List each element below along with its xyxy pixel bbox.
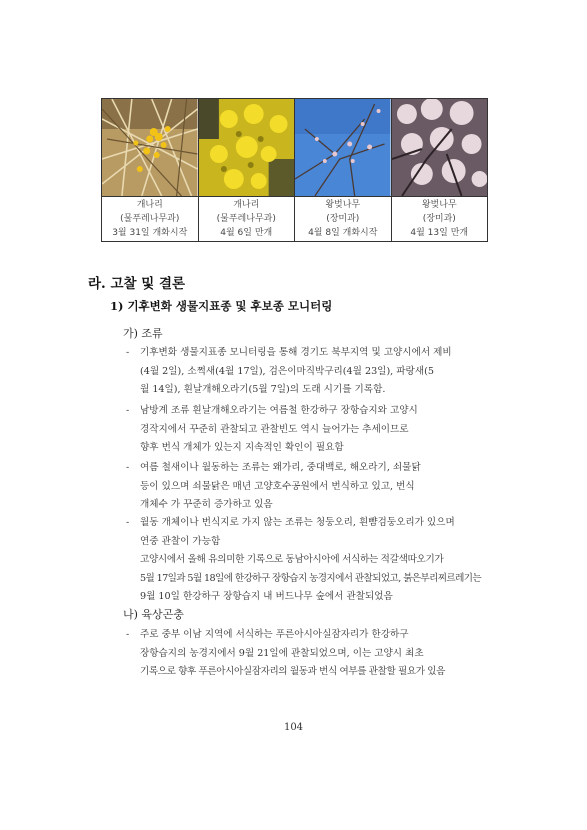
phenology-photo-table	[101, 98, 488, 242]
observation-date: 4월 13일 만개	[410, 228, 469, 238]
text-line: 장항습지의 농경지에서 9월 21일에 관찰되었으며, 이는 고양시 최초	[140, 647, 424, 659]
text-line: 경작지에서 꾸준히 관찰되고 관찰빈도 역시 늘어가는 추세이므로	[140, 423, 409, 435]
paragraph-wintering-summer-birds	[126, 459, 488, 515]
bullet-dash: -	[126, 462, 130, 473]
species-name: 개나리	[233, 200, 260, 210]
bullet-dash: -	[126, 405, 130, 416]
family-name: (장미과)	[326, 214, 360, 224]
text-line: 5월 17일과 5월 18일에 한강하구 장항습지 농경지에서 관찰되었고, 붉은부리찌르레기는	[140, 572, 482, 584]
text-line: 고양시에서 올해 유의미한 기록으로 동남아시아에 서식하는 적갈색따오기가	[140, 554, 444, 565]
text-line: 월 14일), 흰날개해오라기(5월 7일)의 도래 시기를 기록함.	[140, 384, 386, 395]
subsection-title: 1) 기후변화 생물지표종 및 후보종 모니터링	[110, 299, 333, 313]
item-heading-insects: 나) 육상곤충	[123, 608, 184, 621]
item-heading-birds: 가) 조류	[123, 327, 163, 340]
family-name: (장미과)	[422, 214, 456, 224]
forsythia-bud-photo	[102, 99, 198, 196]
observation-date: 4월 8일 개화시작	[308, 228, 378, 238]
text-line: 월동 개체이나 번식지로 가지 않는 조류는 청둥오리, 흰뺨검둥오리가 있으며	[140, 517, 455, 528]
text-line: 주로 중부 이남 지역에 서식하는 푸른아시아실잠자리가 한강하구	[140, 629, 409, 640]
photo-cell	[102, 99, 199, 197]
bullet-dash: -	[126, 629, 130, 640]
text-line: 9월 10일 한강하구 장항습지 내 버드나무 숲에서 관찰되었음	[140, 591, 393, 602]
text-line: 향후 번식 개체가 있는지 지속적인 확인이 필요함	[140, 442, 344, 453]
observation-date: 4월 6일 만개	[220, 228, 273, 238]
paragraph-damselfly	[126, 626, 488, 682]
photo-caption	[295, 197, 392, 242]
forsythia-full-bloom-photo	[199, 99, 295, 196]
paragraph-bird-arrival	[126, 344, 488, 400]
family-name: (물푸레나무과)	[120, 214, 180, 224]
photo-cell	[198, 99, 295, 197]
species-name: 왕벚나무	[325, 200, 361, 210]
paragraph-southern-birds	[126, 402, 488, 458]
text-line: 개체수 가 꾸준히 증가하고 있음	[140, 499, 273, 510]
text-line: (4월 2일), 소쩍새(4월 17일), 검은이마직박구리(4월 23일), 파랑새(5	[140, 365, 434, 377]
text-line: 기록으로 향후 푸른아시아실잠자리의 월동과 번식 여부를 관찰할 필요가 있음	[140, 666, 445, 677]
page-number: 104	[283, 722, 304, 733]
bullet-dash: -	[126, 347, 130, 358]
bullet-dash: -	[126, 517, 130, 528]
text-line: 연중 관찰이 가능함	[140, 535, 221, 547]
text-line: 남방계 조류 흰날개해오라기는 여름철 한강하구 장항습지와 고양시	[140, 405, 418, 416]
text-line: 여름 철새이나 월동하는 조류는 왜가리, 중대백로, 해오라기, 쇠물닭	[140, 462, 421, 473]
photo-caption	[102, 197, 199, 242]
text-line: 기후변화 생물지표종 모니터링을 통해 경기도 북부지역 및 고양시에서 제비	[140, 347, 452, 358]
paragraph-resident-birds	[126, 514, 488, 607]
photo-cell	[295, 99, 392, 197]
species-name: 개나리	[136, 200, 163, 210]
observation-date: 3월 31일 개화시작	[112, 228, 188, 238]
text-line: 등이 있으며 쇠물닭은 매년 고양호수공원에서 번식하고 있고, 번식	[140, 480, 415, 492]
cherry-blossom-full-bloom-photo	[392, 99, 488, 196]
family-name: (물푸레나무과)	[216, 214, 276, 224]
cherry-blossom-bud-photo	[295, 99, 391, 196]
section-title: 라. 고찰 및 결론	[88, 276, 186, 292]
photo-cell	[391, 99, 488, 197]
photo-caption	[198, 197, 295, 242]
species-name: 왕벚나무	[421, 200, 457, 210]
photo-caption	[391, 197, 488, 242]
